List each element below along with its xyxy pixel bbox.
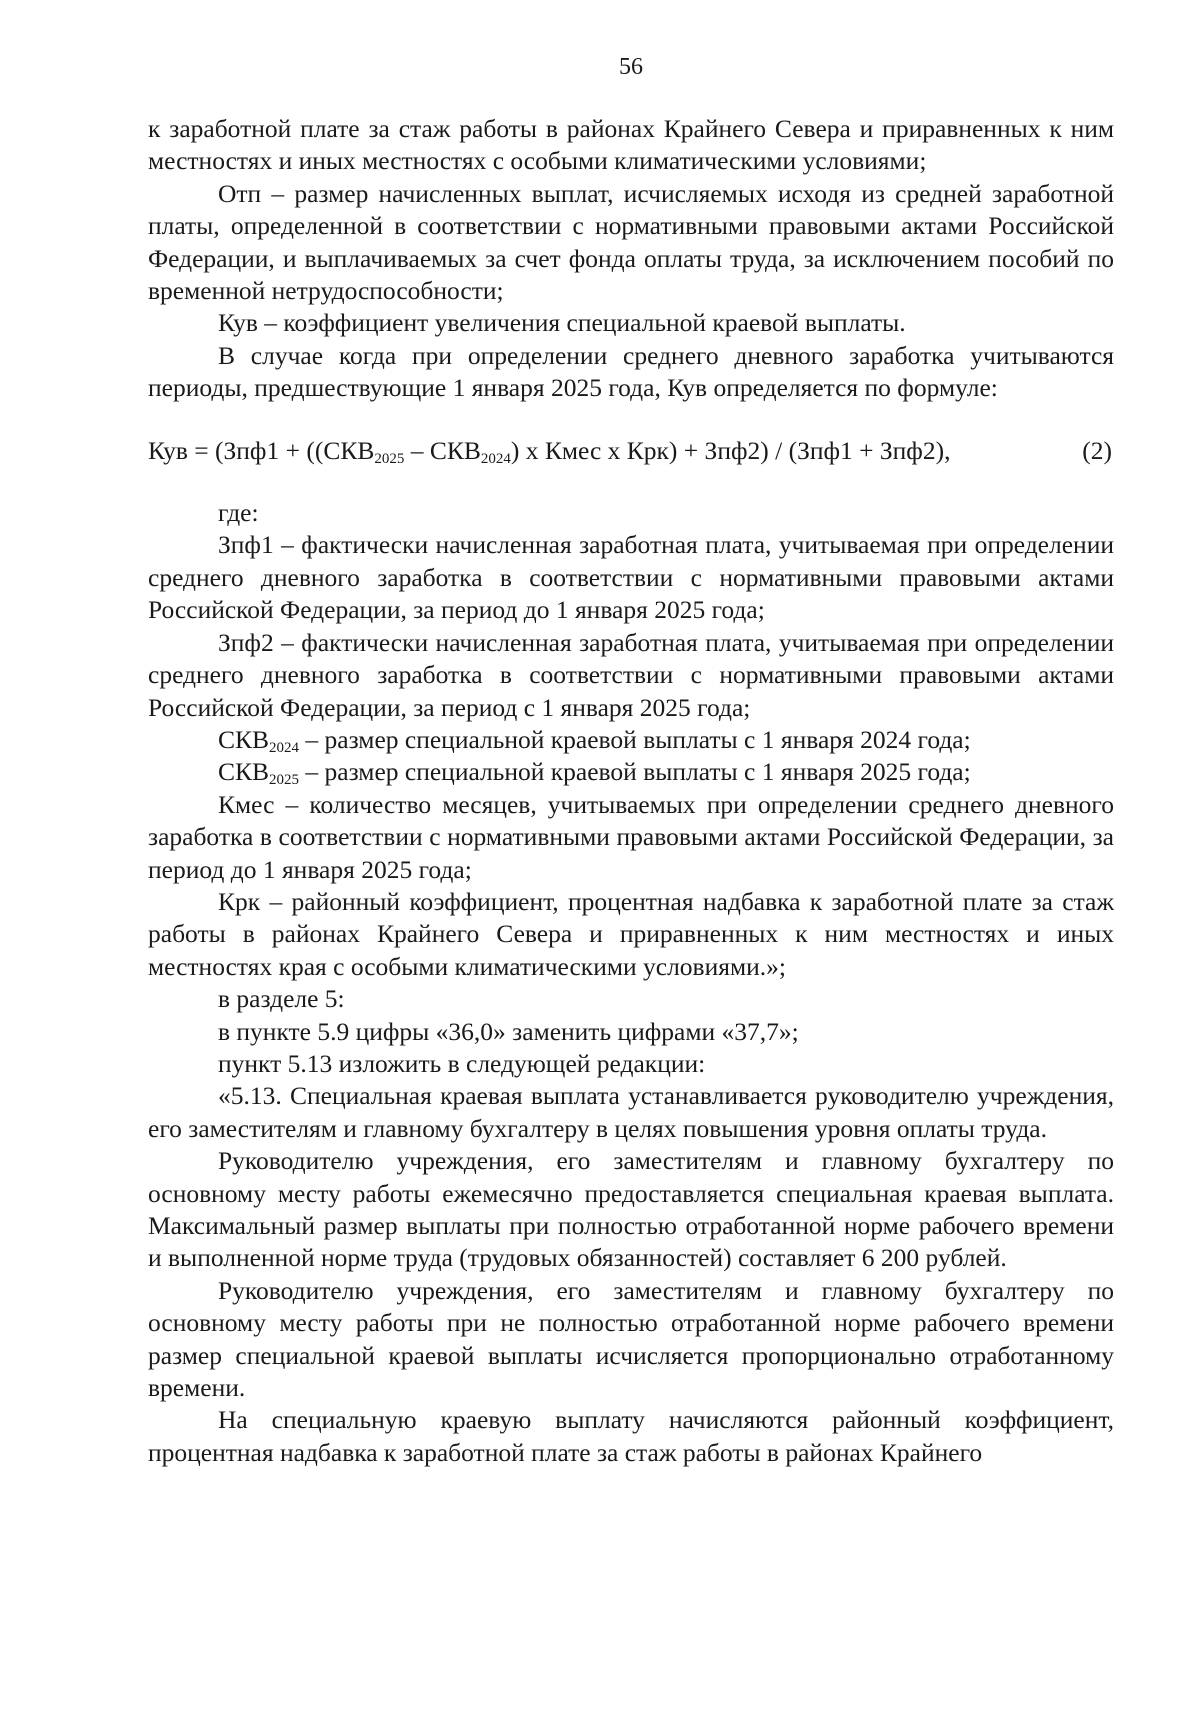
formula-number: (2) xyxy=(1082,435,1112,465)
skv-2024-prefix: СКВ xyxy=(218,724,270,754)
skv-2025-sub: 2025 xyxy=(269,772,300,789)
paragraph-continuation: к заработной плате за стаж работы в районах Крайнего Севера и приравненных к ним местностях и иных местностях с особыми климатическими условиями; xyxy=(148,114,1114,176)
formula-part2: – СКВ xyxy=(404,435,481,465)
definition-zpf1: Зпф1 – фактически начисленная заработная плата, учитываемая при определении среднего дневного заработка в соответствии с нормативными правовыми актами Российской Федерации, за период до 1 января 2025 года; xyxy=(148,530,1114,625)
skv-2024-text: – размер специальной краевой выплаты с 1 января 2024 года; xyxy=(299,724,971,754)
page-number: 56 xyxy=(619,54,643,80)
clause-5-9: в пункте 5.9 цифры «36,0» заменить цифрами «37,7»; xyxy=(218,1016,799,1046)
definition-krk: Крк – районный коэффициент, процентная надбавка к заработной плате за стаж работы в районах Крайнего Севера и приравненных к ним местностях и иных местностях края с особыми климатическими условиями.»; xyxy=(148,886,1114,981)
skv-2025-text: – размер специальной краевой выплаты с 1 января 2025 года; xyxy=(299,757,971,787)
clause-5-13-text: «5.13. Специальная краевая выплата устанавливается руководителю учреждения, его заместителям и главному бухгалтеру в целях повышения уровня оплаты труда. xyxy=(148,1081,1114,1143)
paragraph-kuv-intro: В случае когда при определении среднего дневного заработка учитываются периоды, предшествующие 1 января 2025 года, Кув определяется по формуле: xyxy=(148,340,1114,403)
clause-5-13-intro: пункт 5.13 изложить в следующей редакции: xyxy=(218,1048,706,1078)
definition-skv-2025 xyxy=(148,756,1114,788)
definition-zpf2: Зпф2 – фактически начисленная заработная плата, учитываемая при определении среднего дневного заработка в соответствии с нормативными правовыми актами Российской Федерации, за период с 1 января 2025 года; xyxy=(148,627,1114,722)
formula-part3: ) х Кмес х Крк) + Зпф2) / (Зпф1 + Зпф2), xyxy=(510,435,951,465)
formula-part1: Кув = (Зпф1 + ((СКВ xyxy=(148,435,375,465)
formula-sub1: 2025 xyxy=(374,450,405,467)
formula-expression xyxy=(148,435,950,467)
definition-skv-2024 xyxy=(148,724,1114,756)
paragraph-kuv-definition: Кув – коэффициент увеличения специальной краевой выплаты. xyxy=(218,308,906,338)
paragraph-proportional-payment: Руководителю учреждения, его заместителям и главному бухгалтеру по основному месту работы при не полностью отработанной норме рабочего времени размер специальной краевой выплаты исчисляется пропорционально отработанному времени. xyxy=(148,1275,1114,1403)
paragraph-otp-definition: Отп – размер начисленных выплат, исчисляемых исходя из средней заработной платы, определенной в соответствии с нормативными правовыми актами Российской Федерации, и выплачиваемых за счет фонда оплаты труда, за исключением пособий по временной нетрудоспособности; xyxy=(148,178,1114,306)
skv-2024-sub: 2024 xyxy=(269,739,300,756)
section-5-heading: в разделе 5: xyxy=(218,984,345,1014)
document-body xyxy=(148,113,1114,1469)
definition-kmes: Кмес – количество месяцев, учитываемых при определении среднего дневного заработка в соответствии с нормативными правовыми актами Российской Федерации, за период до 1 января 2025 года; xyxy=(148,789,1114,884)
where-label: где: xyxy=(218,498,259,528)
formula-2 xyxy=(148,435,1114,467)
paragraph-regional-coefficient: На специальную краевую выплату начисляются районный коэффициент, процентная надбавка к заработной плате за стаж работы в районах Крайнего xyxy=(148,1405,1114,1467)
formula-sub2: 2024 xyxy=(480,450,511,467)
paragraph-monthly-payment: Руководителю учреждения, его заместителям и главному бухгалтеру по основному месту работы ежемесячно предоставляется специальная краевая выплата. Максимальный размер выплаты при полностью отработанной норме рабочего времени и выполненной норме труда (трудовых обязанностей) составляет 6 200 рублей. xyxy=(148,1146,1114,1273)
skv-2025-prefix: СКВ xyxy=(218,757,270,787)
